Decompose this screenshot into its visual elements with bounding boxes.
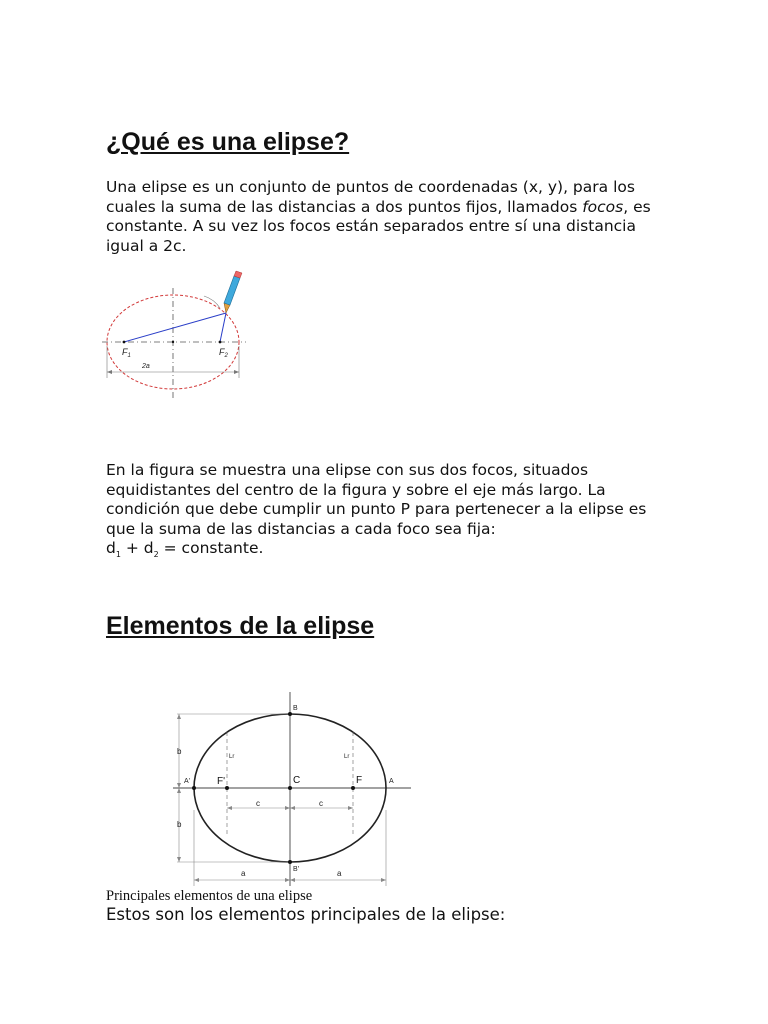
figure-explanation-text: En la figura se muestra una elipse con sus dos focos, situados equidistantes del centro de la figura y sobre el eje más largo. La condición que debe cumplir un punto P para pertenecer a la elipse es que la suma de las distancias a cada foco sea fija: xyxy=(106,461,647,538)
label-b-bottom: b xyxy=(177,820,182,829)
label-c-right: c xyxy=(319,799,323,808)
label-b-prime: B' xyxy=(293,866,300,873)
vertex-b-point xyxy=(288,712,292,716)
label-b: B xyxy=(293,705,298,712)
vertex-b-prime-point xyxy=(288,860,292,864)
label-a: A xyxy=(389,778,394,785)
label-f1: $F_1$ xyxy=(122,347,131,359)
label-a-right: a xyxy=(337,869,342,878)
focal-lines xyxy=(124,313,226,342)
section-title-que-es-elipse: ¿Qué es una elipse? xyxy=(106,128,350,156)
ellipse-foci-figure xyxy=(100,268,250,403)
figure2-axes xyxy=(173,692,411,886)
label-lr-left: Lr xyxy=(229,754,235,760)
ellipse-elements-figure xyxy=(165,690,415,888)
center-point xyxy=(172,341,174,343)
label-b-top: b xyxy=(177,747,182,756)
elements-intro-paragraph: Estos son los elementos principales de la elipse: xyxy=(106,905,506,924)
label-c-left: c xyxy=(256,799,260,808)
label-f2: $F_2$ xyxy=(219,347,228,359)
label-c-center: C xyxy=(293,775,301,786)
label-lr-right: Lr xyxy=(344,754,350,760)
center-c-point xyxy=(288,786,292,790)
section-title-elementos: Elementos de la elipse xyxy=(106,612,375,640)
focus-f-prime-point xyxy=(225,786,229,790)
intro-paragraph xyxy=(106,178,666,256)
label-f: F xyxy=(356,775,363,786)
formula-line: $d_1 + d_2$ = constante. xyxy=(106,539,264,560)
intro-emphasis-focos: focos xyxy=(582,197,624,216)
label-a-left: a xyxy=(241,869,246,878)
focus-point-1 xyxy=(123,341,126,344)
label-a-prime: A' xyxy=(184,778,191,785)
pencil-icon xyxy=(204,271,242,313)
label-f-prime: F' xyxy=(217,776,226,787)
focus-f-point xyxy=(351,786,355,790)
dimension-lines xyxy=(177,714,386,886)
vertex-a-prime-point xyxy=(192,786,196,790)
intro-text-1: Una elipse es un conjunto de puntos de coordenadas (x, y), para los cuales la suma de las distancias a dos puntos fijos, llamados xyxy=(106,178,635,216)
focus-point-2 xyxy=(219,341,222,344)
figure-caption: Principales elementos de una elipse xyxy=(106,888,313,904)
figure-explanation-paragraph xyxy=(106,461,666,565)
intro-text-2: , es constante. A su vez los focos están separados entre sí una distancia igual a 2c. xyxy=(106,197,651,255)
label-2a: 2a xyxy=(142,363,150,370)
